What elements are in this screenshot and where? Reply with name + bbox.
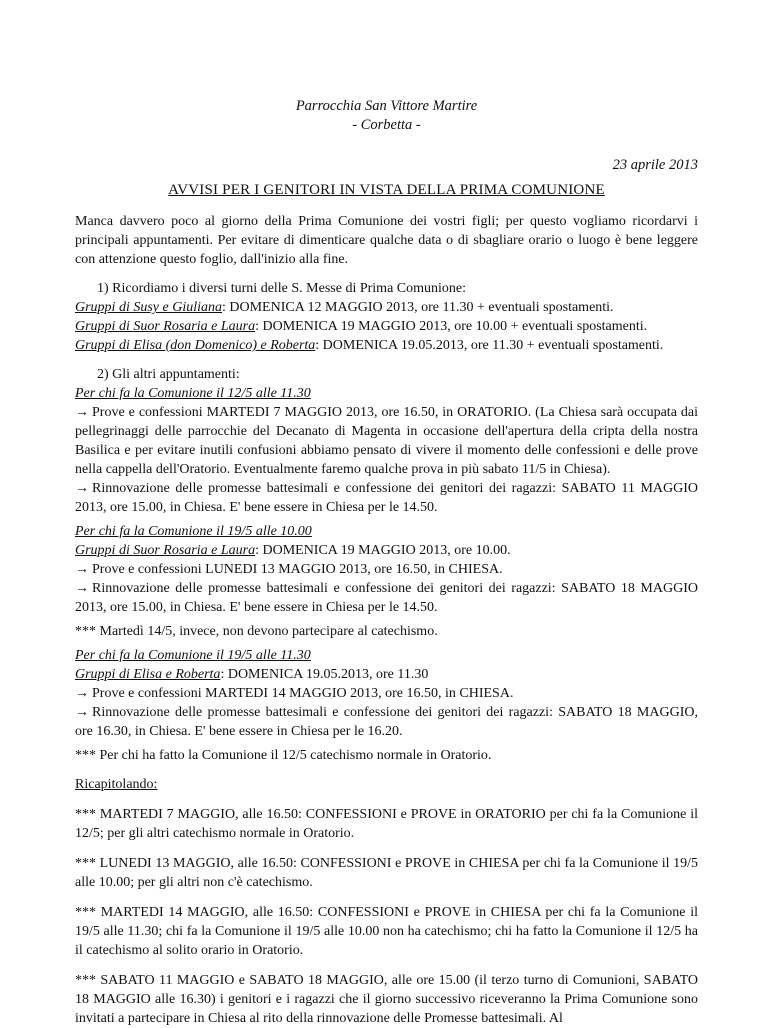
ricap-item-4: *** SABATO 11 MAGGIO e SABATO 18 MAGGIO, alle ore 15.00 (il terzo turno di Comunioni, SABATO 18 MAGGIO alle 16.30) i genitori e i ragazzi che il giorno successivo riceveranno la Prima Comunione sono invitati a partecipare in Chiesa al rito della rinnovazione delle Promesse battesimali. Al <box>75 973 698 1026</box>
turno-group-1: Gruppi di Susy e Giuliana <box>75 300 222 315</box>
s3-title: Per chi fa la Comunione il 19/5 alle 11.30 <box>75 648 311 663</box>
arrow-icon: → <box>75 481 89 496</box>
s2-group: Gruppi di Suor Rosaria e Laura <box>75 543 256 558</box>
arrow-icon: → <box>75 405 89 420</box>
appuntamenti-heading: 2) Gli altri appuntamenti: <box>97 367 240 382</box>
s3-item-1 <box>75 684 698 703</box>
s1-item-2-text: Rinnovazione delle promesse battesimali e confessione dei genitori dei ragazzi: SABATO 11 MAGGIO 2013, ore 15.00, in Chiesa. E' bene essere in Chiesa per le 14.50. <box>75 481 698 515</box>
turno-text-2: : DOMENICA 19 MAGGIO 2013, ore 10.00 + eventuali spostamenti. <box>255 319 648 334</box>
s3-item-2-text: Rinnovazione delle promesse battesimali e confessione dei genitori dei ragazzi: SABATO 18 MAGGIO, ore 16.30, in Chiesa. E' bene essere in Chiesa per le 16.20. <box>75 705 698 739</box>
parish-city: - Corbetta - <box>352 117 421 133</box>
document-title: AVVISI PER I GENITORI IN VISTA DELLA PRIMA COMUNIONE <box>168 182 605 198</box>
s2-item-1-text: Prove e confessioni LUNEDI 13 MAGGIO 2013, ore 16.50, in CHIESA. <box>92 562 503 577</box>
turno-group-2: Gruppi di Suor Rosaria e Laura <box>75 319 256 334</box>
turno-line-1 <box>75 298 698 317</box>
s3-item-2 <box>75 703 698 741</box>
s1-item-1 <box>75 403 698 479</box>
s2-note: *** Martedì 14/5, invece, non devono partecipare al catechismo. <box>75 624 438 639</box>
turni-heading: 1) Ricordiamo i diversi turni delle S. Messe di Prima Comunione: <box>97 281 467 296</box>
turno-line-2 <box>75 317 698 336</box>
s3-group-line <box>75 665 698 684</box>
arrow-icon: → <box>75 705 89 720</box>
arrow-icon: → <box>75 581 89 596</box>
arrow-icon: → <box>75 686 89 701</box>
parish-name: Parrocchia San Vittore Martire <box>295 98 478 114</box>
s2-item-2 <box>75 579 698 617</box>
document-date: 23 aprile 2013 <box>612 157 698 173</box>
document-page <box>75 0 698 1028</box>
s2-item-1 <box>75 560 698 579</box>
s3-group-text: : DOMENICA 19.05.2013, ore 11.30 <box>220 667 429 682</box>
s2-group-text: : DOMENICA 19 MAGGIO 2013, ore 10.00. <box>255 543 511 558</box>
s3-note: *** Per chi ha fatto la Comunione il 12/5 catechismo normale in Oratorio. <box>75 748 492 763</box>
ricap-item-1: *** MARTEDI 7 MAGGIO, alle 16.50: CONFESSIONI e PROVE in ORATORIO per chi fa la Comunione il 12/5; per gli altri catechismo normale in Oratorio. <box>75 807 698 841</box>
arrow-icon: → <box>75 562 89 577</box>
s1-item-1-text: Prove e confessioni MARTEDI 7 MAGGIO 2013, ore 16.50, in ORATORIO. (La Chiesa sarà occupata dai pellegrinaggi delle parrocchie del Decanato di Magenta in occasione dell'apertura della cripta della nostra Basilica e per evitare inutili confusioni abbiamo pensato di vivere il momento delle confessioni e delle prove nella cappella dell'Oratorio. Eventualmente faremo qualche prova in più sabato 11/5 in Chiesa). <box>75 405 698 477</box>
ricap-item-2: *** LUNEDI 13 MAGGIO, alle 16.50: CONFESSIONI e PROVE in CHIESA per chi fa la Comunione il 19/5 alle 10.00; per gli altri non c'è catechismo. <box>75 856 698 890</box>
turno-line-3 <box>75 336 698 355</box>
s3-item-1-text: Prove e confessioni MARTEDI 14 MAGGIO 2013, ore 16.50, in CHIESA. <box>92 686 514 701</box>
turno-text-3: : DOMENICA 19.05.2013, ore 11.30 + eventuali spostamenti. <box>315 338 664 353</box>
turno-text-1: : DOMENICA 12 MAGGIO 2013, ore 11.30 + eventuali spostamenti. <box>222 300 614 315</box>
turno-group-3: Gruppi di Elisa (don Domenico) e Roberta <box>75 338 316 353</box>
s1-title: Per chi fa la Comunione il 12/5 alle 11.30 <box>75 386 311 401</box>
ricap-item-3: *** MARTEDI 14 MAGGIO, alle 16.50: CONFESSIONI e PROVE in CHIESA per chi fa la Comunione il 19/5 alle 11.30; chi fa la Comunione il 19/5 alle 10.00 non ha catechismo; chi ha fatto la Comunione il 12/5 ha il catechismo al solito orario in Oratorio. <box>75 905 698 958</box>
s3-group: Gruppi di Elisa e Roberta <box>75 667 221 682</box>
ricapitolando-title: Ricapitolando: <box>75 777 158 792</box>
s2-item-2-text: Rinnovazione delle promesse battesimali e confessione dei genitori dei ragazzi: SABATO 18 MAGGIO 2013, ore 15.00, in Chiesa. E' bene essere in Chiesa per le 14.50. <box>75 581 698 615</box>
intro-paragraph: Manca davvero poco al giorno della Prima Comunione dei vostri figli; per questo vogliamo ricordarvi i principali appuntamenti. Per evitare di dimenticare qualche data o di sbagliare orario o luogo è bene leggere con attenzione questo foglio, dall'inizio alla fine. <box>75 214 698 267</box>
s2-group-line <box>75 541 698 560</box>
s1-item-2 <box>75 479 698 517</box>
s2-title: Per chi fa la Comunione il 19/5 alle 10.00 <box>75 524 312 539</box>
